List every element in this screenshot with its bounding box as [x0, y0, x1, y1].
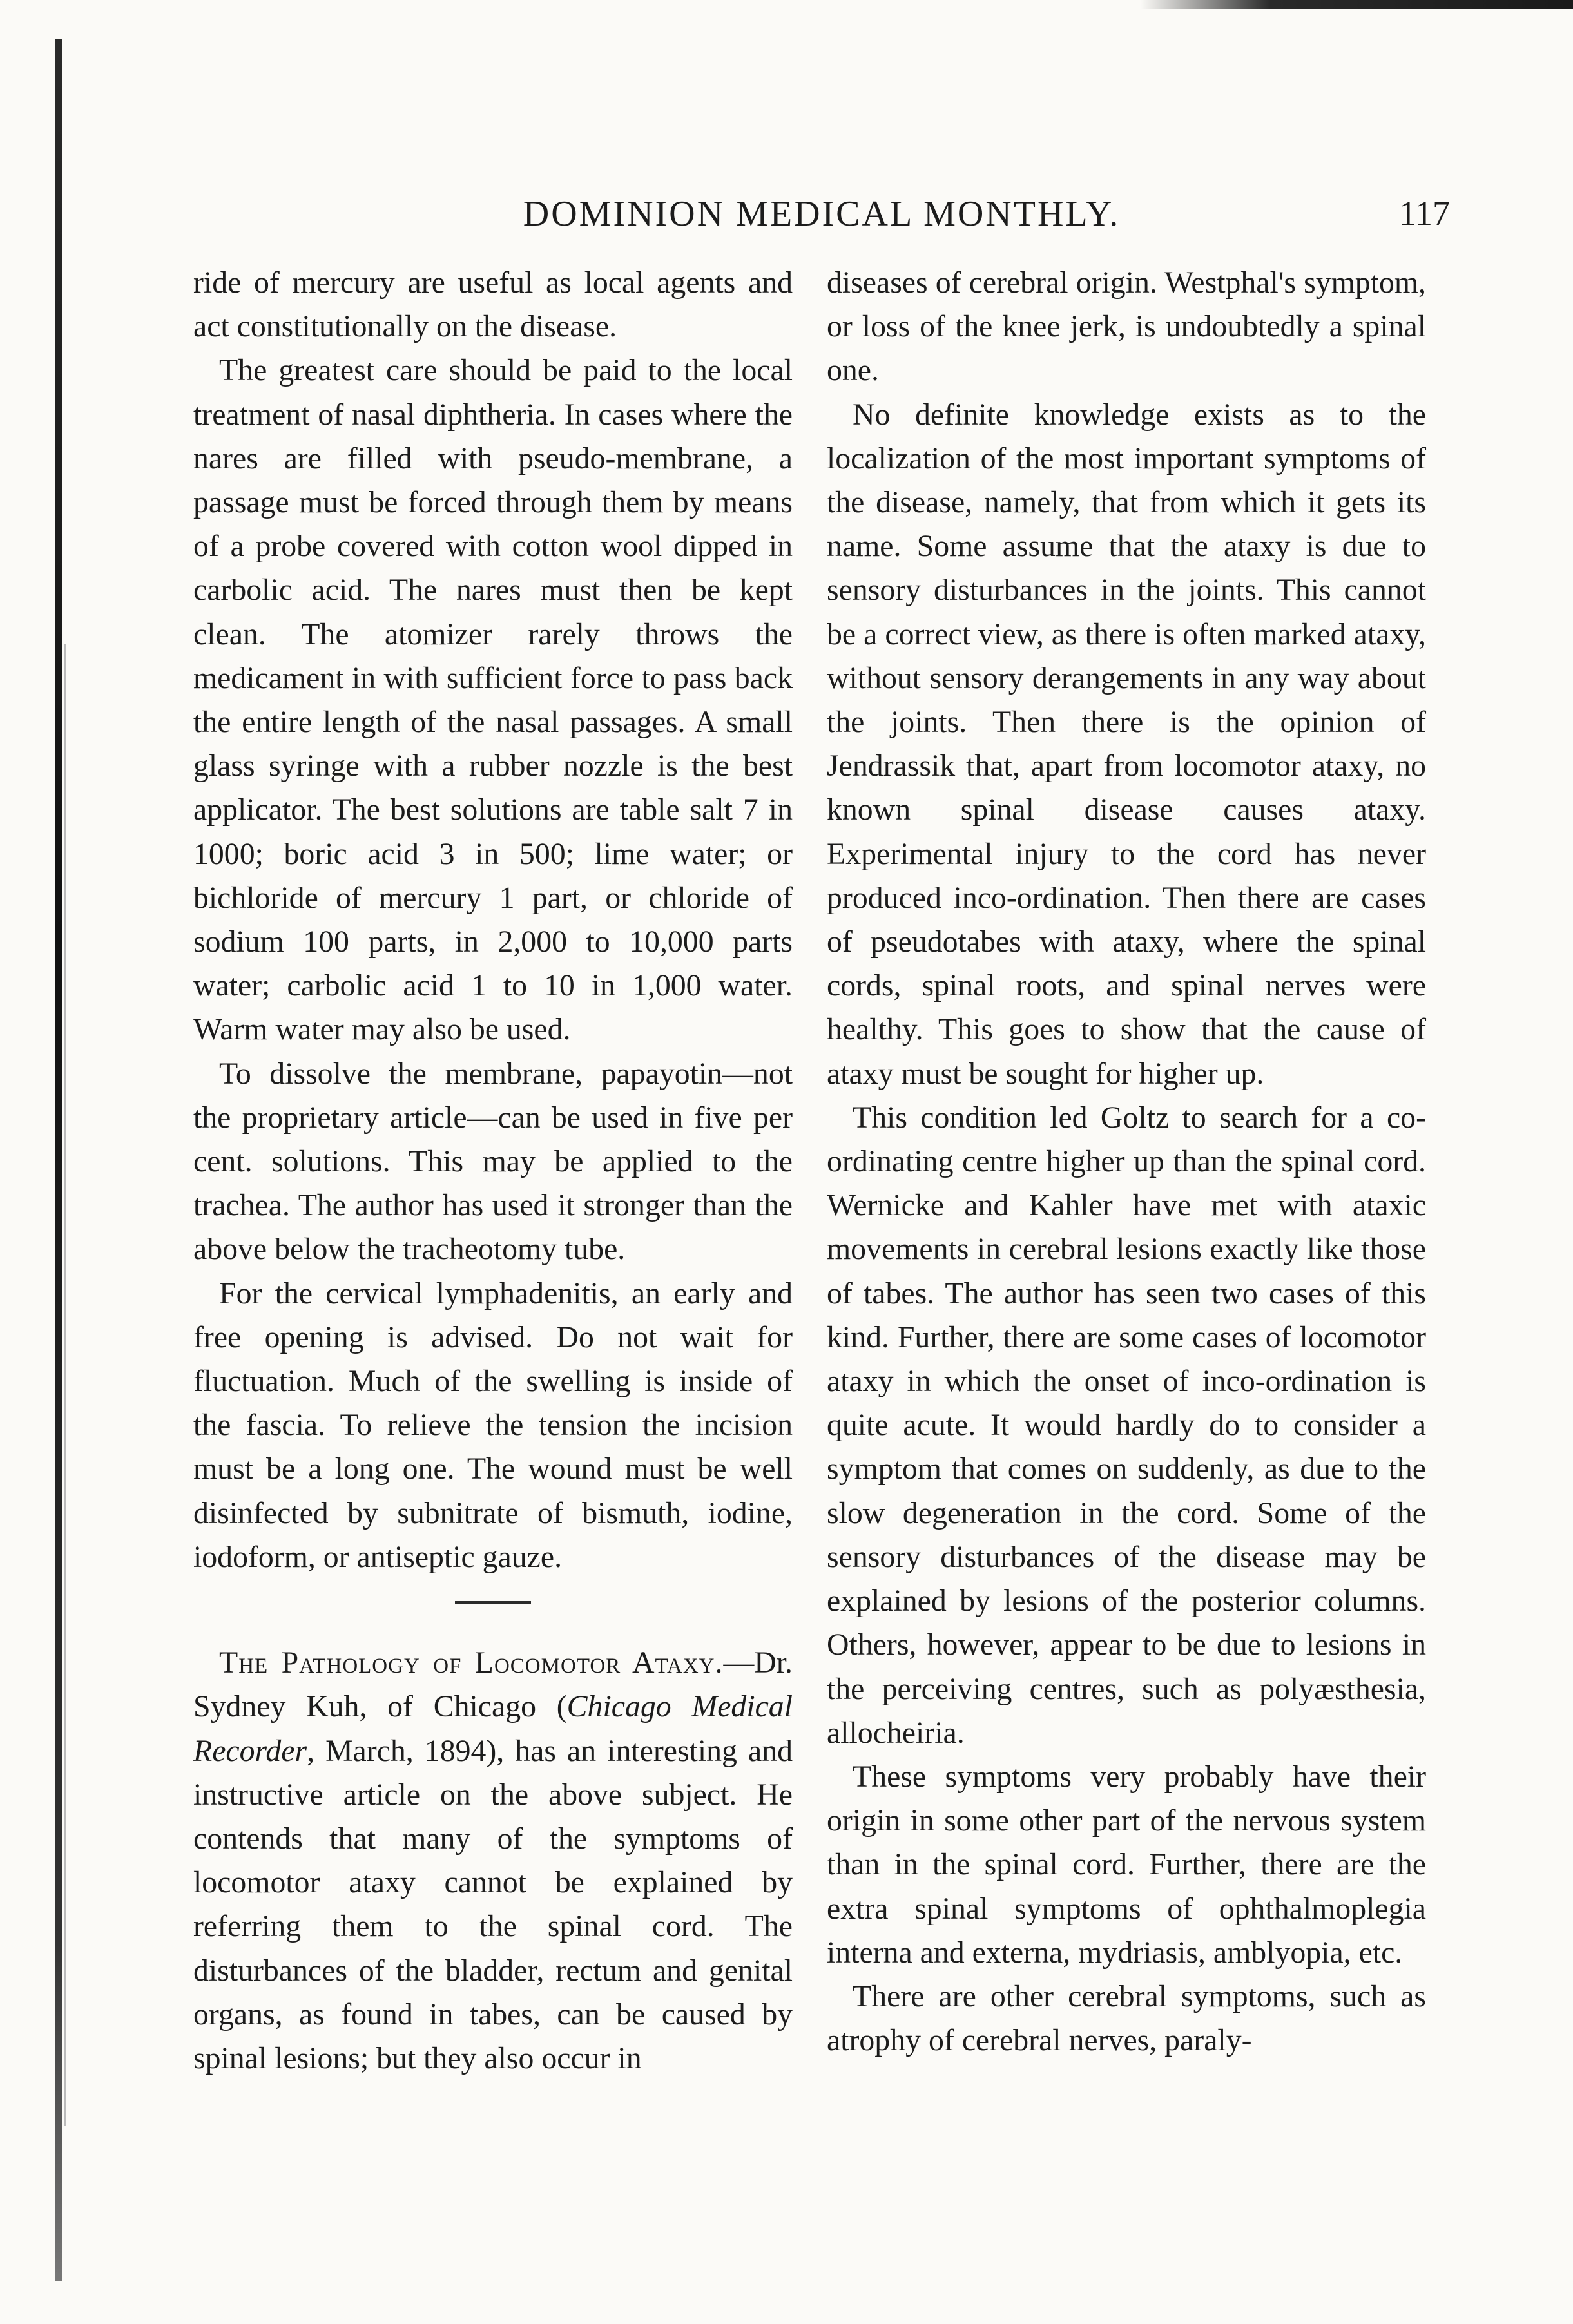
paragraph: diseases of cerebral origin. Westphal's symptom, or loss of the knee jerk, is undoubtedly a spinal one. — [827, 265, 1426, 388]
page-number: 117 — [1399, 194, 1450, 233]
paragraph: For the cervical lymphadenitis, an early and free opening is advised. Do not wait for fluctuation. Much of the swelling is inside of the fascia. To relieve the tension the incision must be a long one. The wound must be well disinfected by subnitrate of bismuth, iodine, iodoform, or antiseptic gauze. — [193, 1276, 793, 1574]
paragraph: To dissolve the membrane, papayotin—not the proprietary article—can be used in five per cent. solutions. This may be applied to the trachea. The author has used it stronger than the above below the tracheotomy tube. — [193, 1056, 793, 1267]
scan-top-rule — [1141, 0, 1573, 9]
section-divider — [455, 1601, 531, 1604]
page-header — [193, 193, 1450, 251]
right-column — [827, 261, 1426, 2062]
section-author: —Dr. Sydney Kuh, of Chicago ( — [193, 1646, 793, 1724]
paragraph: The greatest care should be paid to the local treatment of nasal diphtheria. In cases where the nares are filled with pseudo-membrane, a passage must be forced through them by means of a probe covered with cotton wool dipped in carbolic acid. The nares must then be kept clean. The atomizer rarely throws the medicament in with sufficient force to pass back the entire length of the nasal passages. A small glass syringe with a rubber nozzle is the best applicator. The best solutions are table salt 7 in 1000; boric acid 3 in 500; lime water; or bichloride of mercury 1 part, or chloride of sodium 100 parts, in 2,000 to 10,000 parts water; carbolic acid 1 to 10 in 1,000 water. Warm water may also be used. — [193, 353, 793, 1047]
paragraph: ride of mercury are useful as local agents and act constitutionally on the disease. — [193, 265, 793, 344]
section-title: The Pathology of Locomotor Ataxy. — [219, 1646, 724, 1680]
running-title: DOMINION MEDICAL MONTHLY. — [523, 194, 1121, 234]
section-paragraph — [193, 1641, 793, 2080]
paragraph: This condition led Goltz to search for a co-ordinating centre higher up than the spinal cord. Wernicke and Kahler have met with ataxic movements in cerebral lesions exactly like those of tabes. The author has seen two cases of this kind. Further, there are some cases of locomotor ataxy in which the onset of inco-ordination is quite acute. It would hardly do to consider a symptom that comes on suddenly, as due to the slow degeneration in the cord. Some of the sensory disturbances of the disease may be explained by lesions of the posterior columns. Others, however, appear to be due to lesions in the perceiving centres, such as polyæsthesia, allocheiria. — [827, 1100, 1426, 1750]
section-body: , March, 1894), has an interesting and instructive article on the above subject. He contends that many of the symptoms of locomotor ataxy cannot be explained by referring them to the spinal cord. The disturbances of the bladder, rectum and genital organs, as found in tabes, can be caused by spinal lesions; but they also occur in — [193, 1733, 793, 2075]
paragraph: These symptoms very probably have their origin in some other part of the nervous system than in the spinal cord. Further, there are the extra spinal symptoms of ophthalmoplegia interna and externa, mydriasis, amblyopia, etc. — [827, 1759, 1426, 1970]
journal-title: Chicago Medical Recorder — [193, 1689, 793, 1768]
paragraph: There are other cerebral symptoms, such as atrophy of cerebral nerves, paraly- — [827, 1979, 1426, 2058]
scan-binding-shadow — [64, 644, 66, 2126]
left-column — [193, 261, 793, 2080]
scan-binding-edge — [55, 39, 62, 2281]
paragraph: No definite knowledge exists as to the localization of the most important symptoms of the disease, namely, that from which it gets its name. Some assume that the ataxy is due to sensory disturbances in the joints. This cannot be a correct view, as there is often marked ataxy, without sensory derangements in any way about the joints. Then there is the opinion of Jendrassik that, apart from locomotor ataxy, no known spinal disease causes ataxy. Experimental injury to the cord has never produced inco-ordination. Then there are cases of pseudotabes with ataxy, where the spinal cords, spinal roots, and spinal nerves were healthy. This goes to show that the cause of ataxy must be sought for higher up. — [827, 397, 1426, 1091]
